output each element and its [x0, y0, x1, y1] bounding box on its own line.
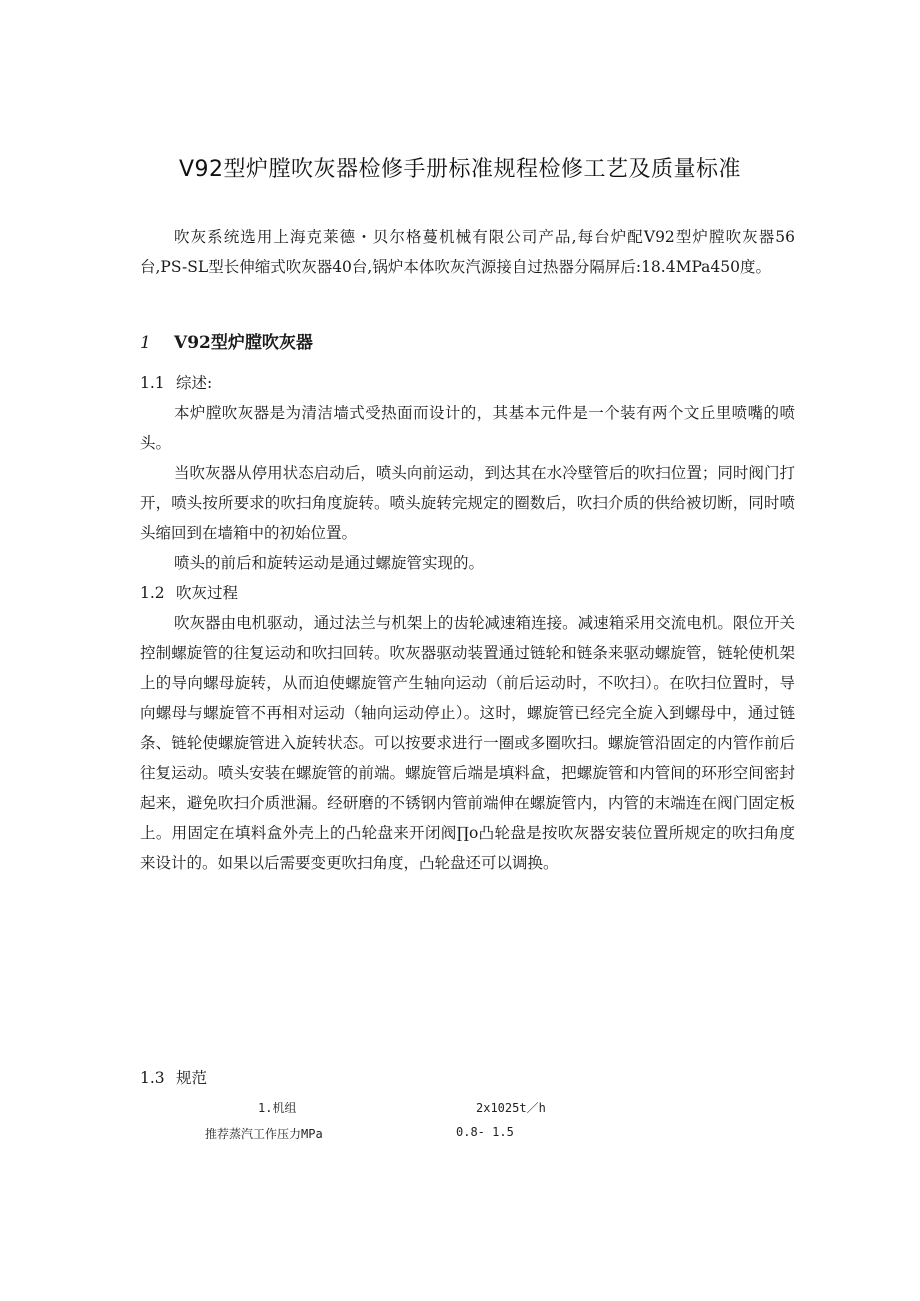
- subsection-1-1-title: 综述:: [176, 374, 213, 392]
- overview-paragraph-1: 本炉膛吹灰器是为清洁墙式受热面而设计的，其基本元件是一个装有两个文丘里喷嘴的喷头。: [140, 404, 795, 452]
- spec-value-pressure: 0.8- 1.5: [456, 1125, 514, 1139]
- section-1-number: 1: [140, 333, 151, 353]
- section-1-heading: [140, 328, 313, 353]
- overview-paragraph-2: 当吹灰器从停用状态启动后，喷头向前运动，到达其在水冷壁管后的吹扫位置；同时阀门打开，喷头按所要求的吹扫角度旋转。喷头旋转完规定的圈数后，吹扫介质的供给被切断，同时喷头缩回到在墙箱中的初始位置。: [140, 464, 795, 542]
- subsection-1-2-number: 1.2: [140, 584, 165, 602]
- subsection-1-2-heading: [140, 578, 238, 608]
- document-title: V92型炉膛吹灰器检修手册标准规程检修工艺及质量标准: [178, 157, 742, 182]
- intro-paragraph: 吹灰系统选用上海克莱德・贝尔格蔓机械有限公司产品,每台炉配V92型炉膛吹灰器56台,PS-SL型长伸缩式吹灰器40台,锅炉本体吹灰汽源接自过热器分隔屏后:18.4MPa450度。: [140, 228, 795, 276]
- subsection-1-3-heading: [140, 1063, 207, 1093]
- subsection-1-2-title: 吹灰过程: [176, 584, 239, 602]
- subsection-1-1-heading: [140, 368, 212, 398]
- spec-label-unit: 1.机组: [258, 1101, 297, 1115]
- subsection-1-3-title: 规范: [176, 1069, 208, 1087]
- subsection-1-3-number: 1.3: [140, 1069, 165, 1087]
- spec-value-unit: 2x1025t／h: [476, 1101, 546, 1115]
- subsection-1-1-number: 1.1: [140, 374, 165, 392]
- process-paragraph: 吹灰器由电机驱动，通过法兰与机架上的齿轮减速箱连接。减速箱采用交流电机。限位开关控制螺旋管的往复运动和吹扫回转。吹灰器驱动装置通过链轮和链条来驱动螺旋管，链轮使机架上的导向螺母旋转，从而迫使螺旋管产生轴向运动（前后运动时，不吹扫）。在吹扫位置时，导向螺母与螺旋管不再相对运动（轴向运动停止）。这时，螺旋管已经完全旋入到螺母中，通过链条、链轮使螺旋管进入旋转状态。可以按要求进行一圈或多圈吹扫。螺旋管沿固定的内管作前后往复运动。喷头安装在螺旋管的前端。螺旋管后端是填料盒，把螺旋管和内管间的环形空间密封起来，避免吹扫介质泄漏。经研磨的不锈钢内管前端伸在螺旋管内，内管的末端连在阀门固定板上。用固定在填料盒外壳上的凸轮盘来开闭阀∏o凸轮盘是按吹灰器安装位置所规定的吹扫角度来设计的。如果以后需要变更吹扫角度，凸轮盘还可以调换。: [140, 614, 795, 872]
- section-1-title: V92型炉膛吹灰器: [174, 333, 313, 353]
- spec-label-pressure: 推荐蒸汽工作压力MPa: [205, 1127, 323, 1141]
- overview-paragraph-3: 喷头的前后和旋转运动是通过螺旋管实现的。: [174, 554, 485, 572]
